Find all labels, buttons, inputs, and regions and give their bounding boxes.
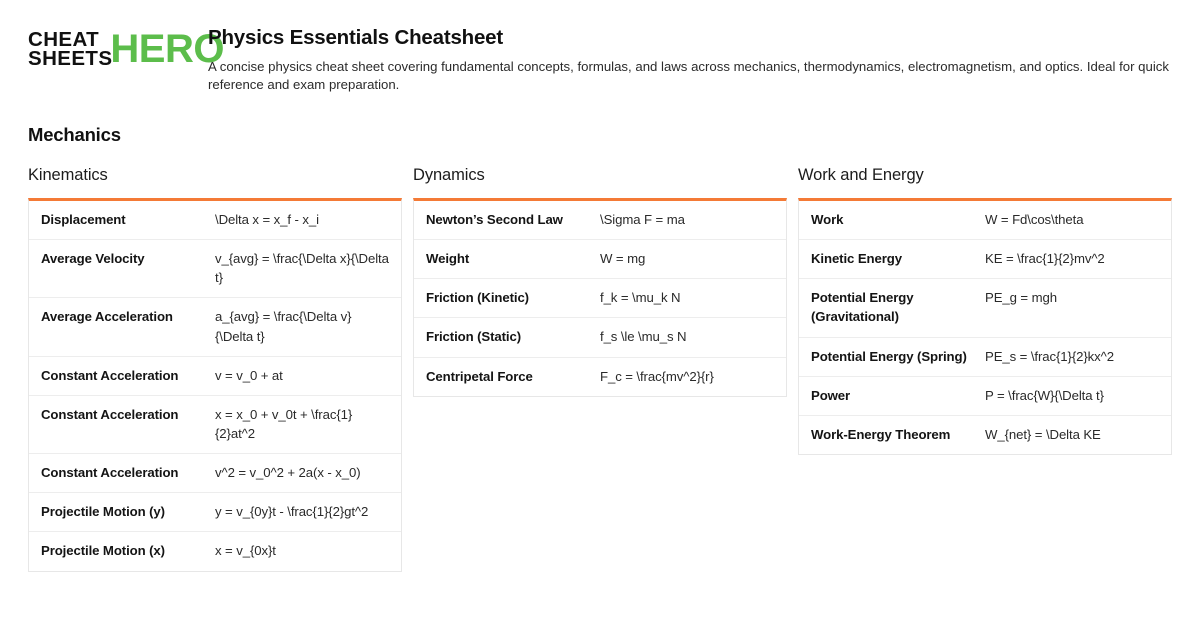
formula-cell: a_{avg} = \frac{\Delta v}{\Delta t}: [215, 309, 352, 344]
brand-logo-accent-word: HERO: [110, 27, 224, 72]
formula-cell: P = \frac{W}{\Delta t}: [985, 387, 1104, 403]
table-row: [29, 454, 401, 493]
table-row: [799, 377, 1171, 416]
formula-cell: W = Fd\cos\theta: [985, 212, 1084, 227]
table-row: [414, 201, 786, 240]
formula-cell: x = v_{0x}t: [215, 543, 276, 559]
section-columns: [28, 166, 1172, 572]
formula-cell: v_{avg} = \frac{\Delta x}{\Delta t}: [215, 251, 389, 286]
brand-logo-stack: [28, 28, 113, 71]
term-cell: Projectile Motion (y): [41, 504, 165, 520]
term-cell: Centripetal Force: [426, 368, 533, 384]
brand-logo-line1: CHEAT: [28, 28, 100, 51]
term-cell: Constant Acceleration: [41, 367, 179, 383]
table-row: [29, 201, 401, 240]
column-work-and-energy: [798, 166, 1172, 455]
table-row: [414, 358, 786, 396]
formula-cell: KE = \frac{1}{2}mv^2: [985, 251, 1105, 267]
term-cell: Power: [811, 387, 851, 403]
formula-table: [413, 198, 787, 397]
table-row: [414, 318, 786, 357]
sections-root: [28, 124, 1172, 572]
formula-cell: W = mg: [600, 251, 646, 267]
column-dynamics: [413, 166, 787, 397]
term-cell: Weight: [426, 251, 470, 267]
term-cell: Constant Acceleration: [41, 465, 179, 481]
formula-cell: W_{net} = \Delta KE: [985, 426, 1101, 442]
subsection-title: Work and Energy: [798, 166, 924, 184]
table-row: [29, 532, 401, 570]
table-row: [799, 240, 1171, 279]
table-row: [799, 201, 1171, 240]
table-row: [29, 493, 401, 532]
term-cell: Potential Energy (Gravitational): [811, 290, 914, 325]
formula-cell: y = v_{0y}t - \frac{1}{2}gt^2: [215, 504, 369, 520]
term-cell: Projectile Motion (x): [41, 543, 165, 559]
subsection-title: Kinematics: [28, 166, 108, 184]
formula-cell: PE_s = \frac{1}{2}kx^2: [985, 348, 1114, 364]
term-cell: Kinetic Energy: [811, 251, 902, 267]
term-cell: Average Velocity: [41, 251, 145, 267]
formula-cell: F_c = \frac{mv^2}{r}: [600, 368, 714, 384]
term-cell: Displacement: [41, 212, 126, 227]
term-cell: Newton’s Second Law: [426, 212, 563, 227]
page-title: Physics Essentials Cheatsheet: [208, 26, 504, 49]
formula-cell: \Sigma F = ma: [600, 212, 685, 227]
term-cell: Friction (Kinetic): [426, 290, 529, 306]
table-row: [29, 240, 401, 298]
formula-table: [798, 198, 1172, 455]
column-kinematics: [28, 166, 402, 572]
subsection-title: Dynamics: [413, 166, 485, 184]
table-row: [414, 240, 786, 279]
formula-table: [28, 198, 402, 572]
formula-cell: f_s \le \mu_s N: [600, 329, 687, 345]
table-row: [414, 279, 786, 318]
brand-logo-line2: SHEETS: [28, 47, 113, 71]
formula-cell: PE_g = mgh: [985, 290, 1057, 306]
formula-cell: v^2 = v_0^2 + 2a(x - x_0): [215, 465, 361, 481]
term-cell: Constant Acceleration: [41, 406, 179, 422]
table-row: [29, 298, 401, 356]
table-row: [29, 357, 401, 396]
table-row: [799, 416, 1171, 454]
term-cell: Work-Energy Theorem: [811, 426, 951, 442]
formula-cell: \Delta x = x_f - x_i: [215, 212, 319, 227]
section-title: Mechanics: [28, 124, 121, 145]
term-cell: Average Acceleration: [41, 309, 173, 325]
page-header: [28, 22, 1172, 100]
table-row: [799, 338, 1171, 377]
term-cell: Friction (Static): [426, 329, 522, 345]
brand-logo: [28, 22, 224, 72]
table-row: [799, 279, 1171, 337]
header-text-block: [208, 22, 1172, 95]
term-cell: Potential Energy (Spring): [811, 348, 967, 364]
formula-cell: x = x_0 + v_0t + \frac{1}{2}at^2: [215, 406, 353, 441]
table-row: [29, 396, 401, 454]
formula-cell: v = v_0 + at: [215, 367, 283, 383]
page-subtitle: A concise physics cheat sheet covering fundamental concepts, formulas, and laws across mechanics, thermodynamics, electromagnetism, and optics. Ideal for quick reference and exam preparation.: [208, 58, 1169, 93]
term-cell: Work: [811, 212, 844, 227]
formula-cell: f_k = \mu_k N: [600, 290, 681, 306]
